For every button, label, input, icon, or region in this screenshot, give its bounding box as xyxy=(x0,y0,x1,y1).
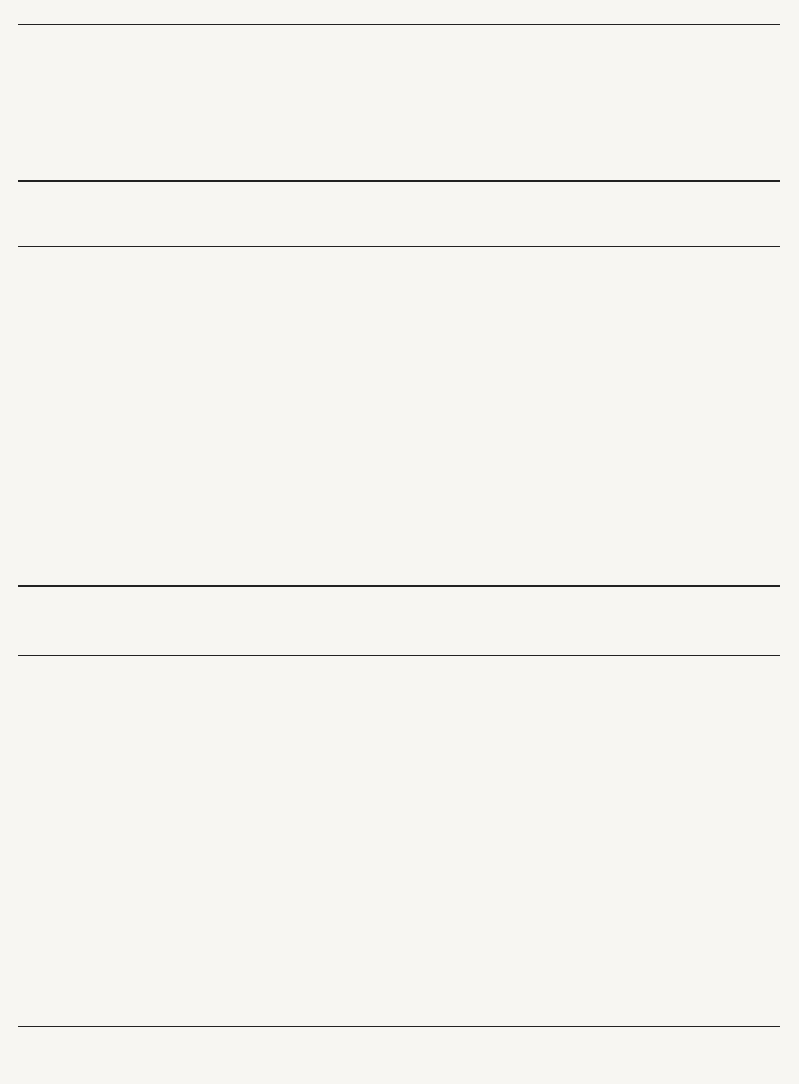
col2-date2 xyxy=(574,637,656,646)
section1-header-rule xyxy=(18,246,780,247)
col-date3 xyxy=(646,228,726,237)
col-race1 xyxy=(458,237,534,246)
col-race3 xyxy=(616,237,696,246)
col2-yacht xyxy=(98,637,308,646)
col-date1 xyxy=(488,228,564,237)
col2-date4 xyxy=(738,637,782,646)
section-divider-2 xyxy=(18,585,780,587)
col2-date3 xyxy=(656,637,738,646)
col-date4 xyxy=(726,228,782,237)
col-race2 xyxy=(534,237,616,246)
section2-bottom-rule xyxy=(18,1026,780,1027)
col2-nr xyxy=(18,637,98,646)
col2-owner xyxy=(308,637,506,646)
col-date2 xyxy=(564,228,646,237)
col-race4 xyxy=(696,237,776,246)
section2-column-header xyxy=(18,637,782,654)
col-yacht-name xyxy=(118,228,308,237)
header-rule xyxy=(18,24,780,25)
section2-header-rule xyxy=(18,655,780,656)
section-divider-1 xyxy=(18,180,780,182)
section1-column-header xyxy=(18,228,782,245)
col2-times-header xyxy=(524,646,688,655)
col-owner xyxy=(308,228,488,237)
col-nr xyxy=(18,228,118,237)
col2-date1 xyxy=(506,637,574,646)
